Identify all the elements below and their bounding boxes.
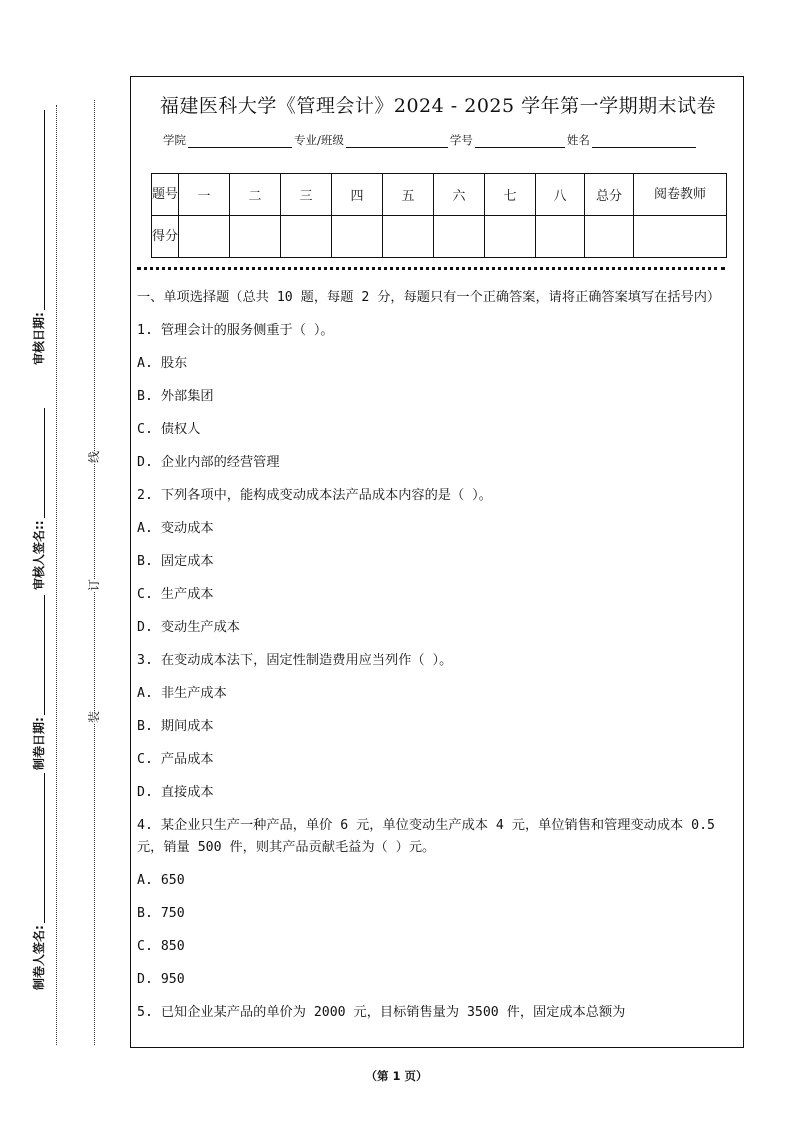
exam-page-frame [130,76,744,1048]
question-number-header: 题号 [152,174,179,216]
q4-option-d: D. 950 [137,972,185,987]
score-cell-2[interactable] [230,216,281,258]
exam-title: 福建医科大学《管理会计》2024 - 2025 学年第一学期期末试卷 [159,95,717,117]
score-cell-5[interactable] [383,216,434,258]
q2-option-d: D. 变动生产成本 [137,620,240,635]
question-1: 1. 管理会计的服务侧重于（ ）。 [137,323,334,338]
score-cell-8[interactable] [536,216,585,258]
score-cell-4[interactable] [332,216,383,258]
review-date-label: 审核日期: [30,110,47,365]
q1-option-c: C. 债权人 [137,422,201,437]
score-col-2: 二 [230,174,281,216]
bind-char-ding: 订 [87,578,102,592]
school-label: 学院 [163,133,186,147]
bind-char-zhuang: 装 [87,710,102,724]
name-label: 姓名 [566,133,590,147]
bind-char-xian: 线 [87,450,102,464]
q1-option-d: D. 企业内部的经营管理 [137,455,280,470]
major-class-blank[interactable] [346,135,448,148]
q3-option-b: B. 期间成本 [137,719,214,734]
exam-body [137,287,739,1035]
score-table [151,173,727,258]
question-3: 3. 在变动成本法下，固定性制造费用应当列作（ ）。 [137,653,453,668]
q4-option-b: B. 750 [137,906,185,921]
score-col-7: 七 [485,174,536,216]
binding-dotted-line-right [94,100,95,1045]
score-cell-total[interactable] [585,216,634,258]
school-blank[interactable] [188,135,292,148]
question-4: 4. 某企业只生产一种产品，单价 6 元，单位变动生产成本 4 元，单位销售和管理变动成本 0.5 元，销量 500 件，则其产品贡献毛益为（ ）元。 [137,818,715,855]
score-col-4: 四 [332,174,383,216]
score-col-1: 一 [179,174,230,216]
q3-option-d: D. 直接成本 [137,785,214,800]
q4-option-c: C. 850 [137,939,185,954]
section-separator [137,267,725,270]
score-cell-7[interactable] [485,216,536,258]
q3-option-a: A. 非生产成本 [137,686,227,701]
question-2: 2. 下列各项中，能构成变动成本法产品成本内容的是（ ）。 [137,488,492,503]
score-col-5: 五 [383,174,434,216]
student-info-row [163,132,698,148]
score-col-grader: 阅卷教师 [634,174,727,216]
score-col-3: 三 [281,174,332,216]
score-col-8: 八 [536,174,585,216]
paper-maker-sign-blank[interactable] [32,773,45,923]
section-heading: 一、单项选择题（总共 10 题，每题 2 分，每题只有一个正确答案，请将正确答案填写在括号内） [137,290,721,305]
q1-option-b: B. 外部集团 [137,389,214,404]
q1-option-a: A. 股东 [137,356,188,371]
q4-option-a: A. 650 [137,873,185,888]
major-class-label: 专业/班级 [294,133,344,147]
score-cell-6[interactable] [434,216,485,258]
score-cell-1[interactable] [179,216,230,258]
score-cell-grader[interactable] [634,216,727,258]
q2-option-a: A. 变动成本 [137,521,214,536]
score-col-6: 六 [434,174,485,216]
name-blank[interactable] [592,135,696,148]
paper-maker-sign-label: 制卷人签名: [30,773,47,990]
page-number: （第 1 页） [365,1069,428,1083]
paper-date-label: 制卷日期: [30,595,47,770]
reviewer-sign-blank[interactable] [32,408,45,518]
score-cell-3[interactable] [281,216,332,258]
score-row-header: 得分 [152,216,179,258]
student-id-blank[interactable] [475,135,565,148]
binding-dotted-line-left [56,105,57,1045]
q2-option-b: B. 固定成本 [137,554,214,569]
q3-option-c: C. 产品成本 [137,752,214,767]
q2-option-c: C. 生产成本 [137,587,214,602]
reviewer-sign-label: 审核人签名:: [30,408,47,590]
review-date-blank[interactable] [32,110,45,310]
question-5-partial: 5. 已知企业某产品的单价为 2000 元，目标销售量为 3500 件，固定成本总额为 [137,1005,626,1020]
score-col-total: 总分 [585,174,634,216]
paper-date-blank[interactable] [32,595,45,715]
student-id-label: 学号 [449,133,473,147]
